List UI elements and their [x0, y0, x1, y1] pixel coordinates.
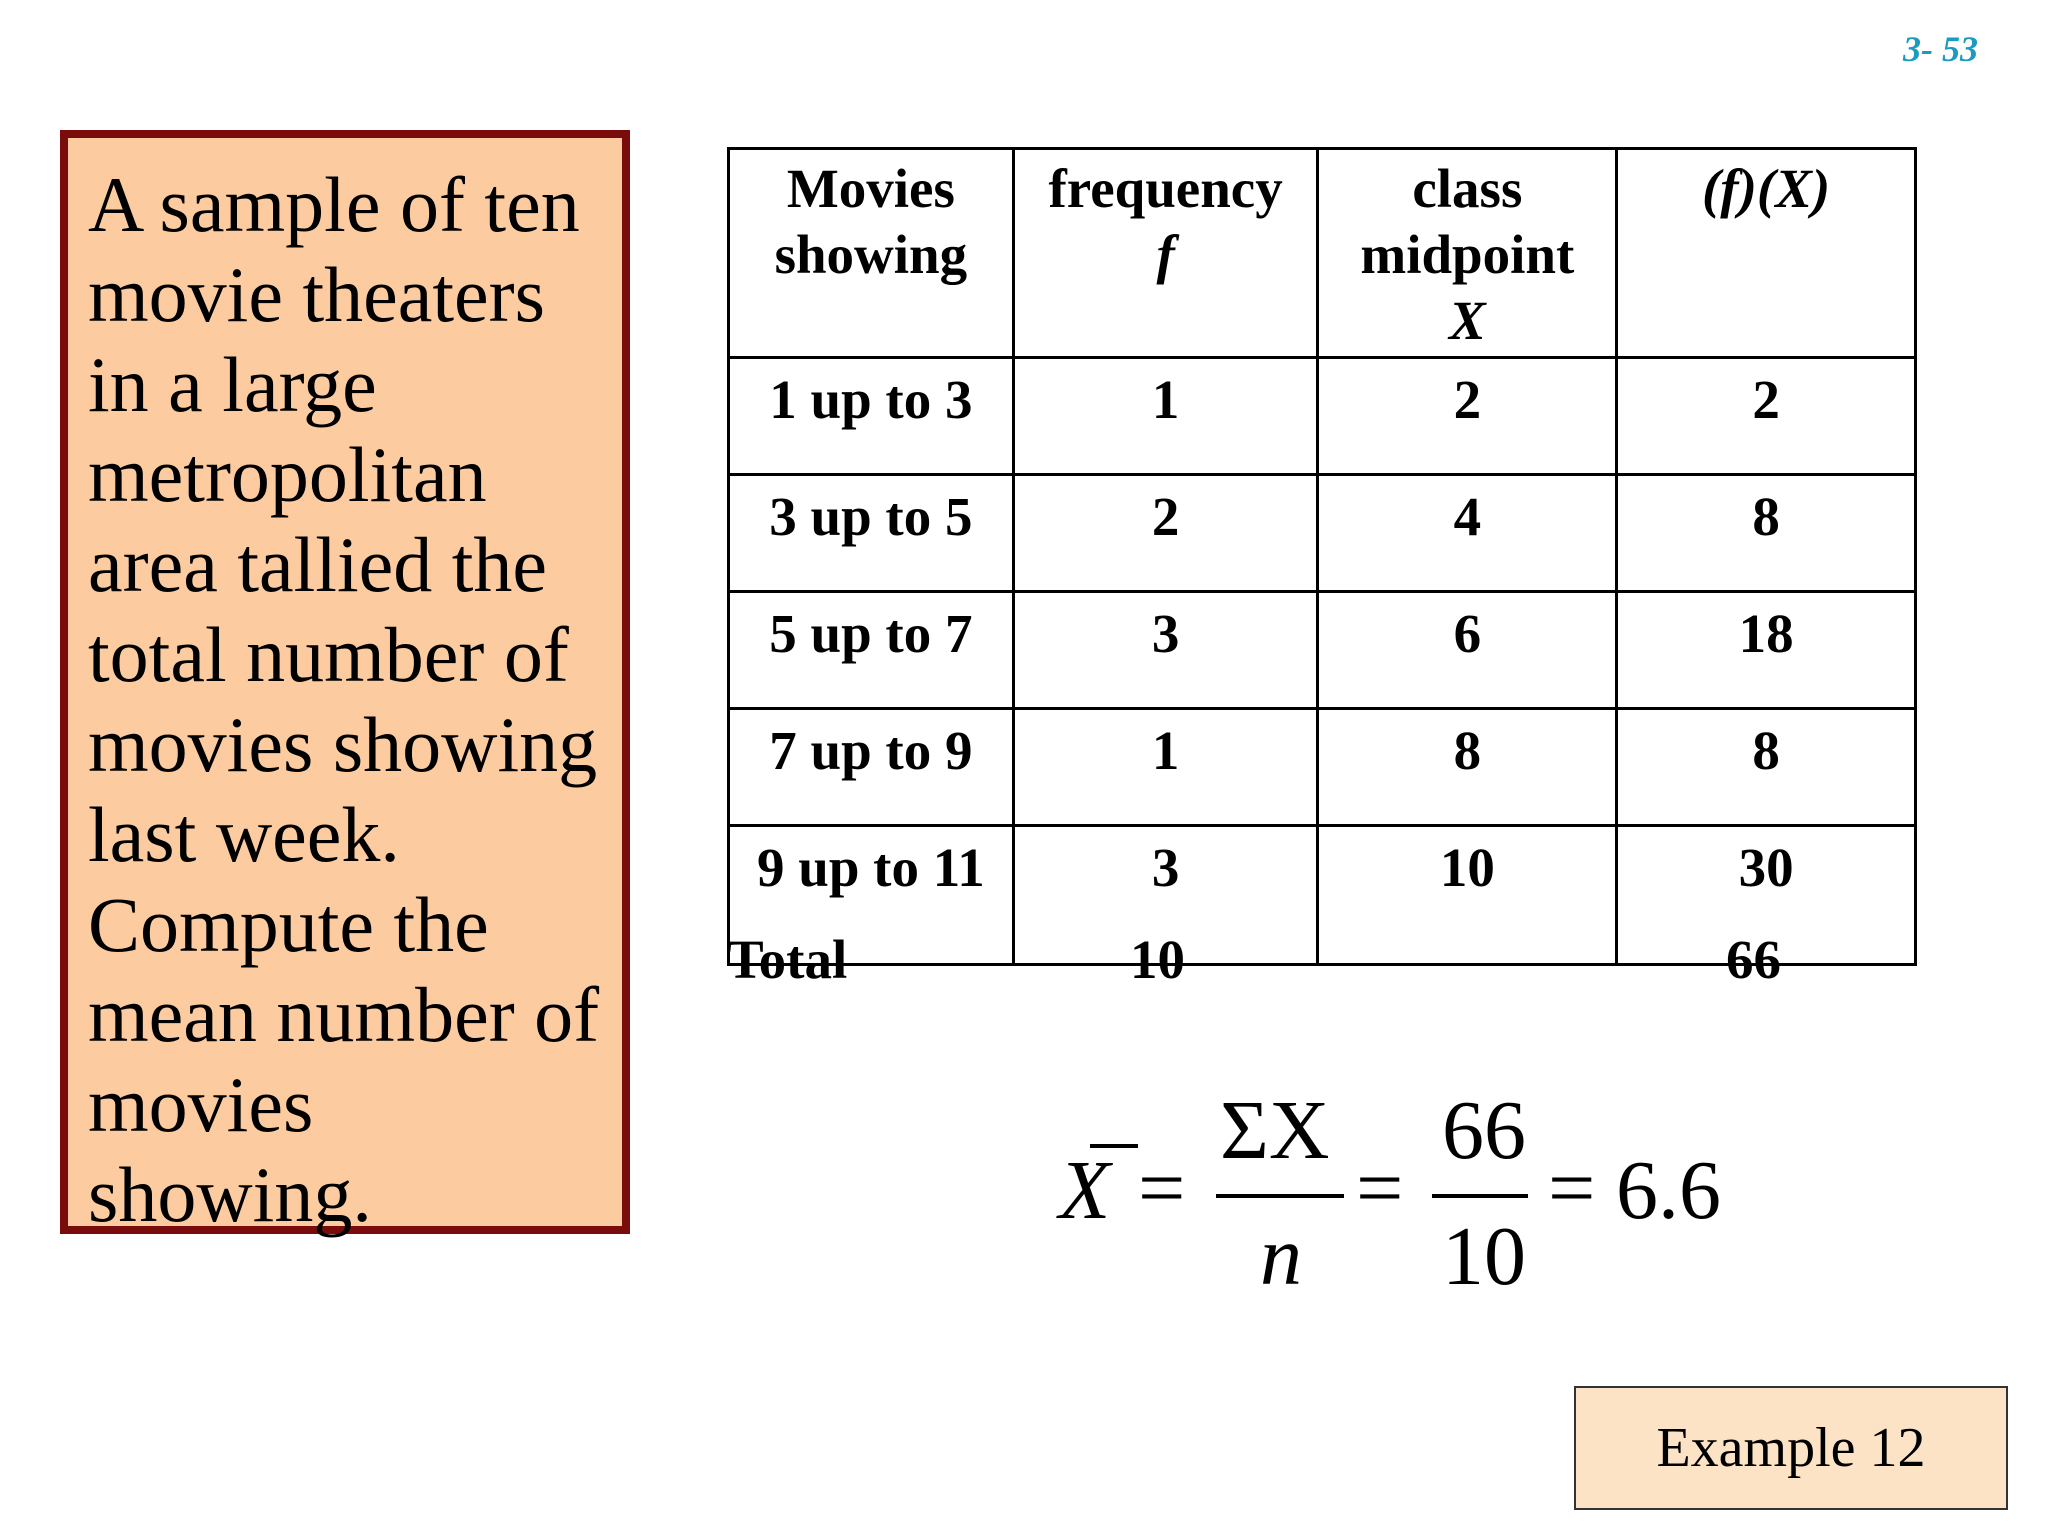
- total-fx: 66: [1726, 929, 1781, 990]
- formula-equals-2: =: [1356, 1142, 1404, 1235]
- cell-movies: 7 up to 9: [729, 709, 1014, 826]
- header-class-midpoint: [1318, 149, 1617, 358]
- cell-movies: 1 up to 3: [729, 358, 1014, 475]
- header-midpoint-line1: class: [1412, 158, 1523, 219]
- header-frequency: [1013, 149, 1318, 358]
- cell-fx: 30: [1617, 826, 1916, 965]
- fraction-bar-1: [1216, 1194, 1344, 1198]
- cell-frequency: 1: [1013, 358, 1318, 475]
- header-fx-f: (f): [1701, 158, 1757, 219]
- formula-equals-1: =: [1138, 1142, 1186, 1235]
- header-midpoint-line2: midpoint: [1360, 224, 1575, 285]
- formula-n: n: [1260, 1210, 1302, 1303]
- cell-frequency: 2: [1013, 475, 1318, 592]
- table-row: [729, 592, 1916, 709]
- example-label: Example 12: [1574, 1386, 2008, 1510]
- table-row: [729, 709, 1916, 826]
- header-frequency-line1: frequency: [1048, 158, 1283, 219]
- slide-number: 3- 53: [1903, 29, 1978, 69]
- problem-box: [60, 130, 630, 1238]
- header-frequency-symbol: f: [1156, 224, 1175, 285]
- formula-sum-x: ΣX: [1220, 1084, 1330, 1177]
- frequency-table: [727, 147, 1917, 966]
- cell-fx: 8: [1617, 475, 1916, 592]
- cell-midpoint: 8: [1318, 709, 1617, 826]
- header-fx: [1617, 149, 1916, 358]
- cell-frequency: 3: [1013, 826, 1318, 965]
- header-movies-showing: [729, 149, 1014, 358]
- cell-midpoint: 4: [1318, 475, 1617, 592]
- formula-66: 66: [1442, 1084, 1526, 1177]
- header-movies-line2: showing: [774, 224, 968, 285]
- totals-row: [0, 928, 2048, 998]
- cell-movies: 5 up to 7: [729, 592, 1014, 709]
- formula-10: 10: [1442, 1210, 1526, 1303]
- cell-midpoint: 10: [1318, 826, 1617, 965]
- cell-fx: 2: [1617, 358, 1916, 475]
- cell-midpoint: 6: [1318, 592, 1617, 709]
- cell-fx: 18: [1617, 592, 1916, 709]
- formula-xbar: X: [1059, 1144, 1111, 1237]
- cell-movies: 9 up to 11: [729, 826, 1014, 965]
- table-header-row: [729, 149, 1916, 358]
- table-row: [729, 475, 1916, 592]
- header-midpoint-symbol: X: [1449, 290, 1486, 351]
- formula-equals-3: =: [1548, 1142, 1596, 1235]
- total-label: Total: [727, 929, 848, 990]
- table-row: [729, 358, 1916, 475]
- header-fx-x: (X): [1756, 158, 1831, 219]
- cell-frequency: 1: [1013, 709, 1318, 826]
- fraction-bar-2: [1432, 1194, 1528, 1198]
- cell-movies: 3 up to 5: [729, 475, 1014, 592]
- total-frequency: 10: [1130, 929, 1185, 990]
- cell-frequency: 3: [1013, 592, 1318, 709]
- cell-fx: 8: [1617, 709, 1916, 826]
- cell-midpoint: 2: [1318, 358, 1617, 475]
- mean-formula: [1050, 1084, 1750, 1310]
- header-movies-line1: Movies: [786, 158, 955, 219]
- formula-result: 6.6: [1616, 1144, 1721, 1237]
- problem-text: A sample of ten movie theaters in a large metropolitan area tallied the total number of movies showing last week. Compute the mean number of movies showing.: [88, 161, 600, 1238]
